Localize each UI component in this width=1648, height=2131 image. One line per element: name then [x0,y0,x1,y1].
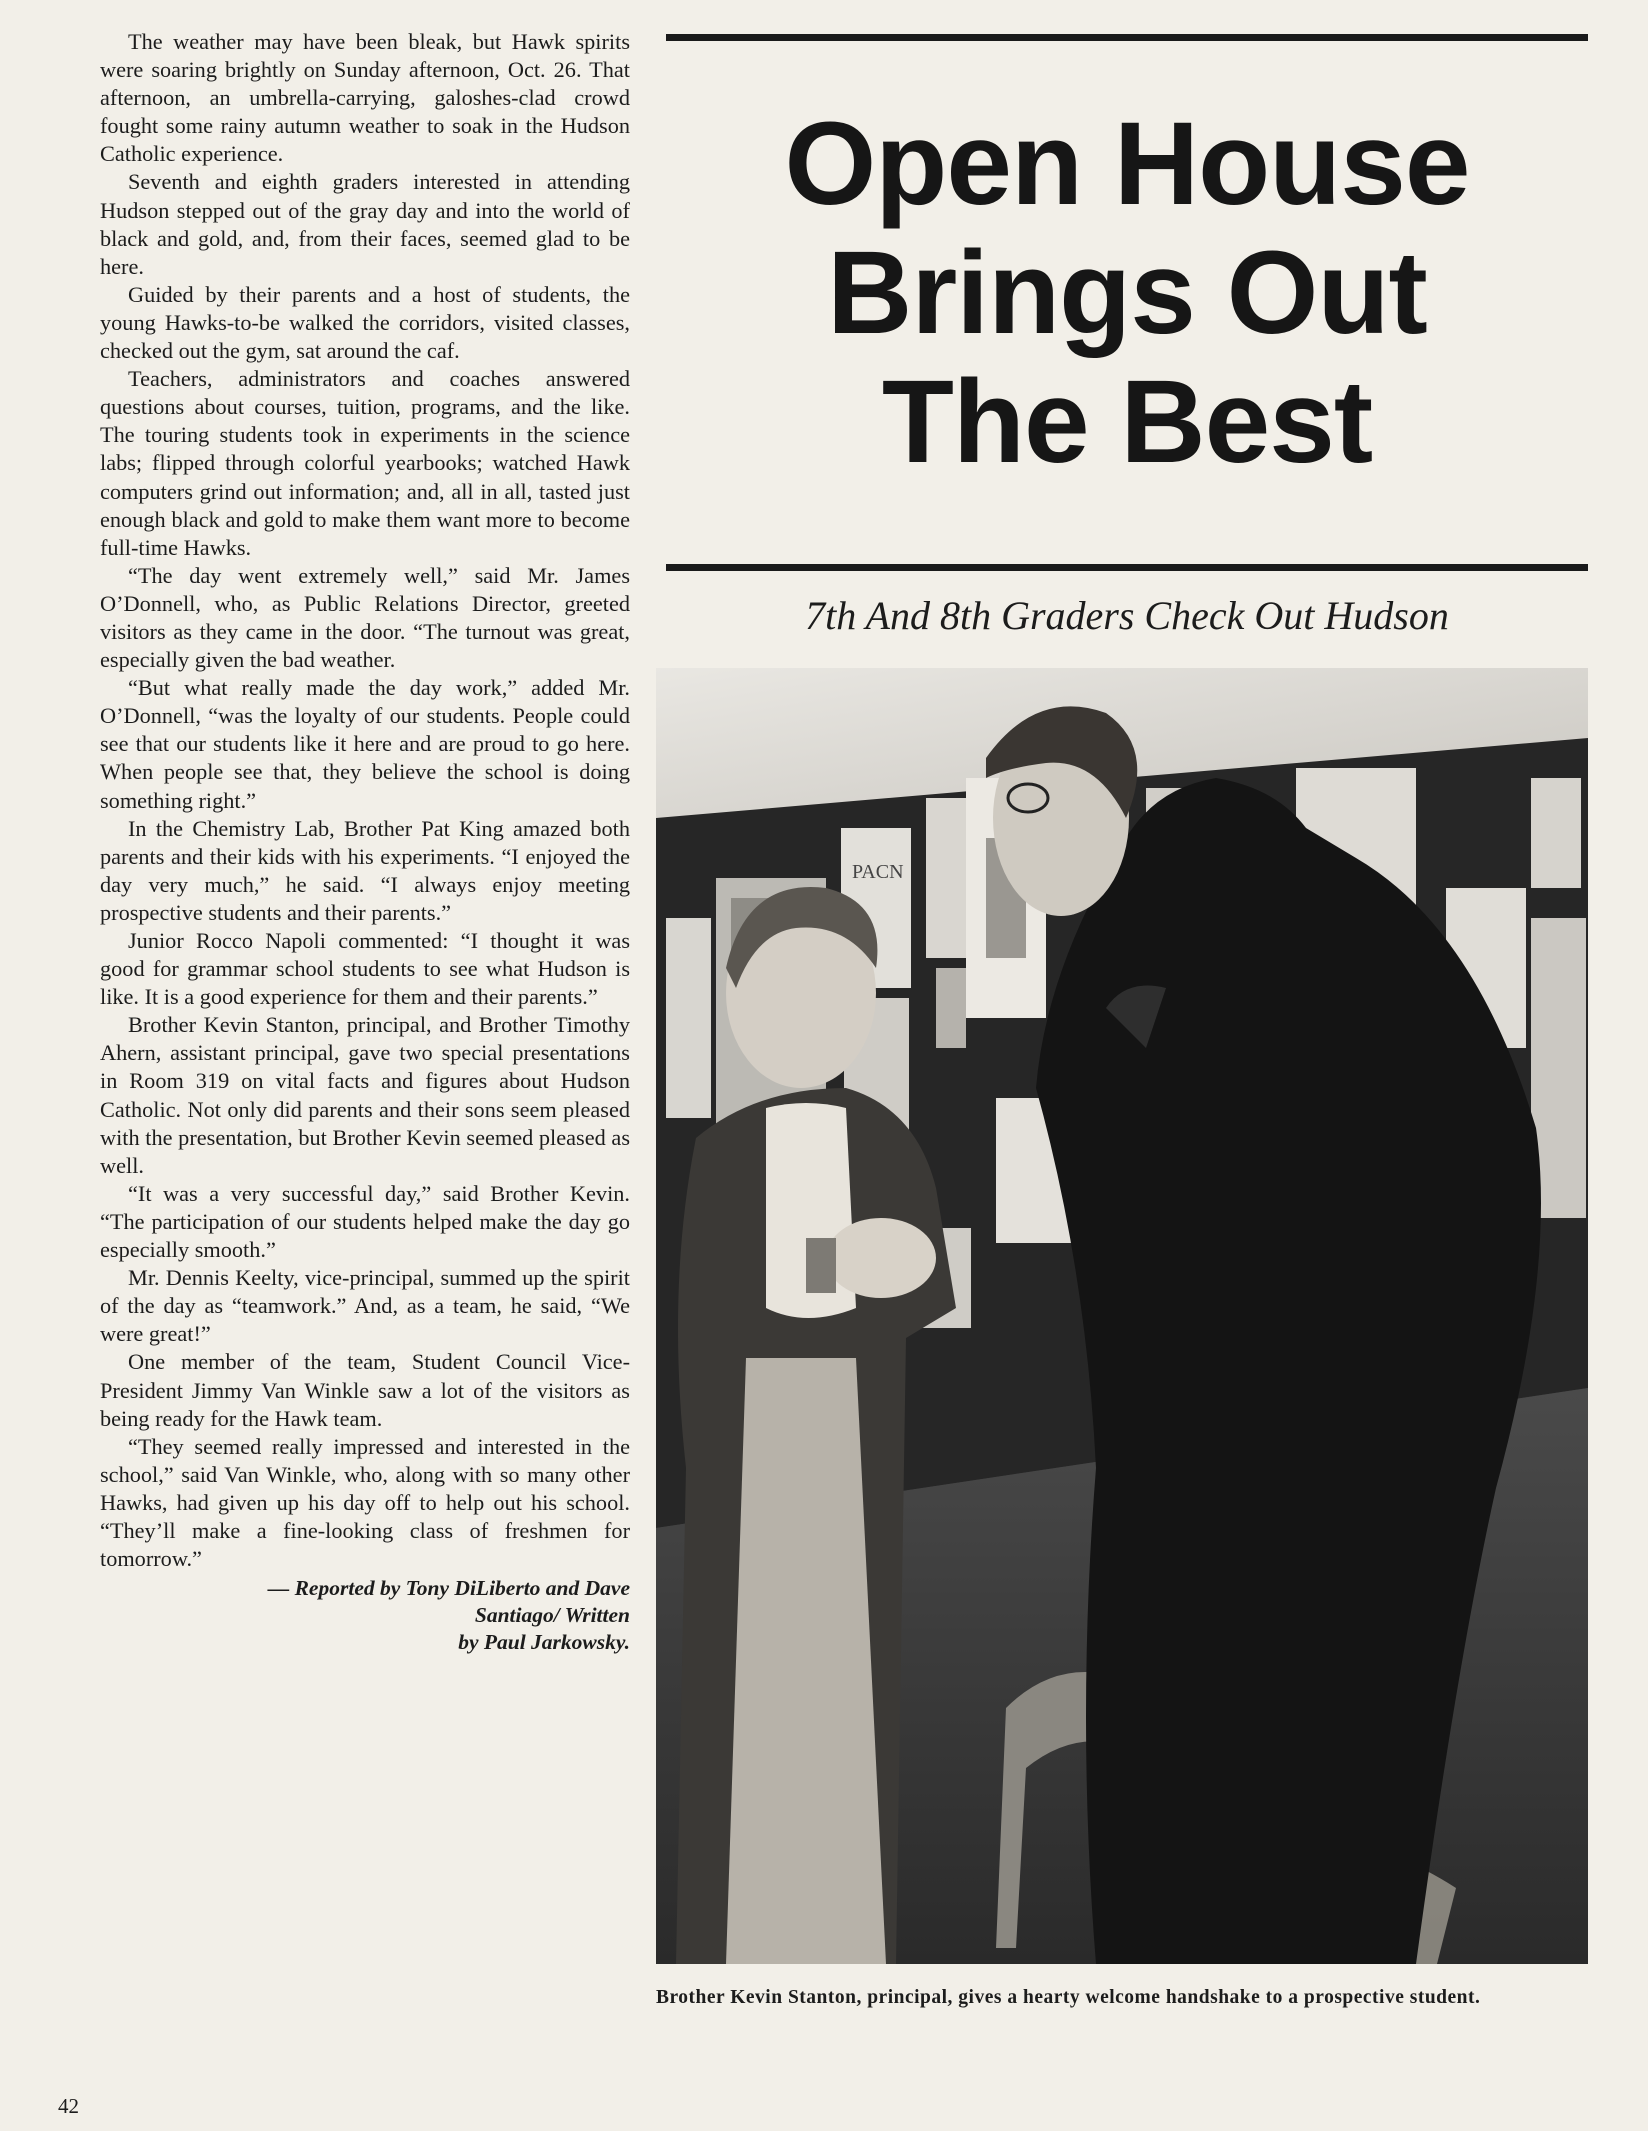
photo-caption: Brother Kevin Stanton, principal, gives a hearty welcome handshake to a prospective student. [656,1987,1481,2008]
striped-cuff [806,1238,836,1293]
article-paragraph: The weather may have been bleak, but Hawk spirits were soaring brightly on Sunday afternoon, Oct. 26. That afternoon, an umbrella-carrying, galoshes-clad crowd fought some rainy autumn weather to soak in the Hudson Catholic experience. [100,29,630,167]
article-body [100,28,630,1656]
headline-line: Brings Out [827,227,1427,359]
poster [926,798,966,958]
article-paragraph: Teachers, administrators and coaches answered questions about courses, tuition, programs, and the like. The touring students took in experiments in the science labs; flipped through colorful yearbooks; watched Hawk computers grind out information; and, all in all, tasted just enough black and gold to make them want more to become full-time Hawks. [100,366,630,560]
poster [1531,778,1581,888]
article-paragraph: Junior Rocco Napoli commented: “I thought it was good for grammar school students to see what Hudson is like. It is a good experience for them and their parents.” [100,928,630,1010]
wall-sign: PACN [852,861,904,883]
article-paragraph: Mr. Dennis Keelty, vice-principal, summed up the spirit of the day as “teamwork.” And, as a team, he said, “We were great!” [100,1265,630,1347]
page-number: 42 [58,2094,79,2118]
article-paragraph: “It was a very successful day,” said Brother Kevin. “The participation of our students helped make the day go especially smooth.” [100,1180,630,1263]
handshake-photo [656,668,1588,1964]
handshake [826,1218,936,1298]
article-paragraph: Seventh and eighth graders interested in attending Hudson stepped out of the gray day and into the world of black and gold, and, from their faces, seemed glad to be here. [100,169,630,279]
byline-line: — Reported by Tony DiLiberto and Dave [267,1576,630,1601]
article-paragraph: Guided by their parents and a host of students, the young Hawks-to-be walked the corridors, visited classes, checked out the gym, sat around the caf. [100,281,630,364]
article-paragraph: “They seemed really impressed and interested in the school,” said Van Winkle, who, along with so many other Hawks, had given up his day off to help out his school. “They’ll make a fine-looking class of freshmen for tomorrow.” [100,1433,630,1572]
article-paragraph: “The day went extremely well,” said Mr. James O’Donnell, who, as Public Relations Director, greeted visitors as they came in the door. “The turnout was great, especially given the bad weather. [100,562,630,673]
byline [100,1575,630,1656]
page-title [666,100,1588,487]
poster [666,918,711,1118]
byline-line: Santiago/ Written [474,1603,630,1628]
headline-line: The Best [881,356,1373,488]
poster [936,968,966,1048]
subheadline: 7th And 8th Graders Check Out Hudson [805,593,1449,638]
middle-rule [666,564,1588,571]
article-paragraph: “But what really made the day work,” added Mr. O’Donnell, “was the loyalty of our students. People could see that our students like it here and are proud to go here. When people see that, they believe the school is doing something right.” [100,675,630,813]
article-paragraph: One member of the team, Student Council Vice-President Jimmy Van Winkle saw a lot of the visitors as being ready for the Hawk team. [100,1349,630,1431]
top-rule [666,34,1588,41]
byline-line: by Paul Jarkowsky. [458,1630,630,1655]
photo-illustration [656,668,1588,1964]
headline-line: Open House [784,98,1470,230]
article-paragraph: Brother Kevin Stanton, principal, and Brother Timothy Ahern, assistant principal, gave two special presentations in Room 319 on vital facts and figures about Hudson Catholic. Not only did parents and their sons seem pleased with the presentation, but Brother Kevin seemed pleased as well. [100,1012,630,1178]
article-paragraph: In the Chemistry Lab, Brother Pat King amazed both parents and their kids with his experiments. “I enjoyed the day very much,” he said. “I always enjoy meeting prospective students and their parents.” [100,815,630,925]
